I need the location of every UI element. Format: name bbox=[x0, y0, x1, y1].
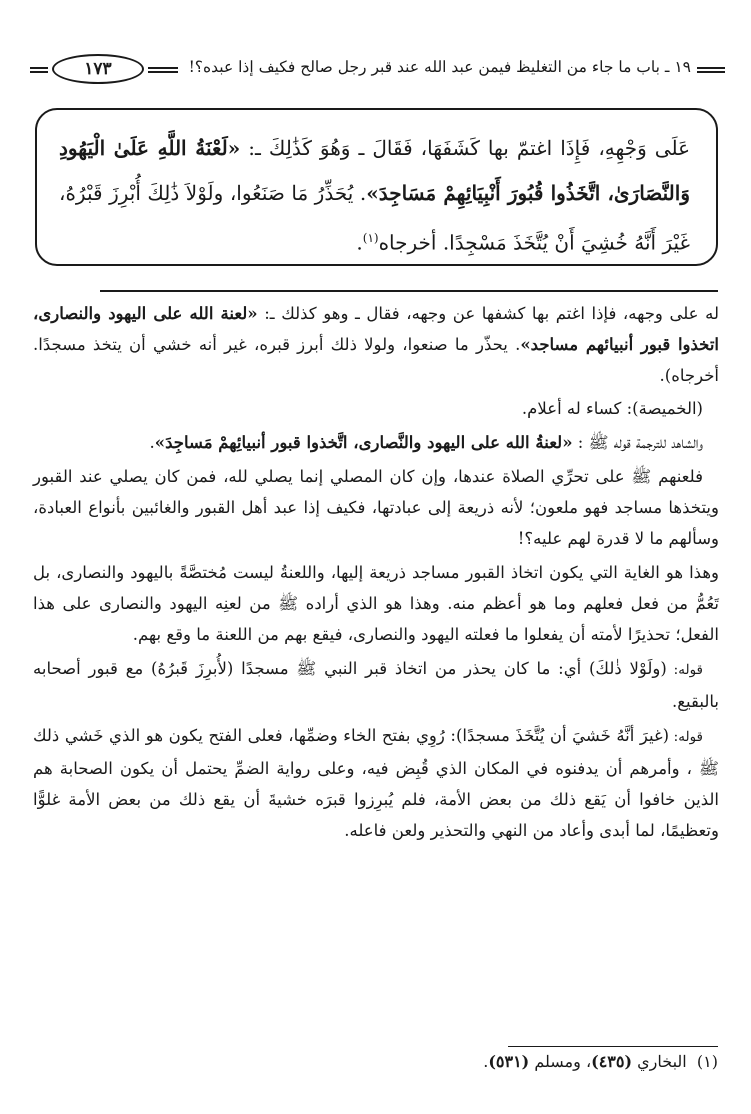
commentary-p6-label: قوله: bbox=[666, 662, 703, 678]
footnote-text-b: ، ومسلم bbox=[529, 1052, 592, 1071]
hadith-text-end: . bbox=[356, 230, 363, 255]
commentary-p1-text-a: له على وجهه، فإذا اغتم بها كشفها عن وجهه، فقال ـ وهو كذلك ـ: bbox=[257, 304, 719, 323]
commentary-p3-text-b: . bbox=[149, 433, 155, 452]
header-rule-right bbox=[697, 67, 725, 73]
commentary-text bbox=[33, 298, 719, 848]
commentary-paragraph-5: وهذا هو الغاية التي يكون اتخاذ القبور مساجد ذريعة إليها، واللعنةُ ليست مُختصَّةً باليهود والنصارى، بل تَعُمُّ من فعل فعلهم وما هو أعظم منه. وهذا هو الذي أراده ﷺ من لعنِه اليهود والنصارى على هذا الفعل؛ تحذيرًا لأمته أن يفعلوا ما فعلته اليهود والنصارى، فيقع بهم من اللعنة ما وقع بهم. bbox=[33, 563, 719, 644]
commentary-paragraph-1 bbox=[33, 298, 719, 391]
commentary-paragraph-2: (الخميصة): كساء له أعلام. bbox=[521, 399, 703, 418]
commentary-p7-label: قوله: bbox=[669, 729, 703, 745]
header-rule-middle bbox=[148, 67, 178, 73]
commentary-p1-bold: «لعنة الله على اليهود والنصارى، اتخذوا قبور أنبيائهم مساجد» bbox=[33, 304, 720, 354]
footnote-ref-muslim: (٥٣١) bbox=[488, 1052, 530, 1071]
chapter-title: ١٩ ـ باب ما جاء من التغليظ فيمن عبد الله عند قبر رجل صالح فكيف إذا عبده؟! bbox=[188, 58, 691, 76]
commentary-paragraph-6 bbox=[33, 653, 719, 717]
commentary-p1-text-b: . يحذّر ما صنعوا، ولولا ذلك أبرز قبره، غير أنه خشي أن يتخذ مسجدًا. أخرجاه). bbox=[33, 335, 719, 385]
footnote-ref-bukhari: (٤٣٥) bbox=[591, 1052, 633, 1071]
hadith-text-bold: «لَعْنَةُ اللَّهِ عَلَىٰ الْيَهُودِ وَالنَّصَارَىٰ، اتَّخَذُوا قُبُورَ أَنْبِيَائِهِمْ مَسَاجِدَ» bbox=[59, 136, 690, 205]
header-rule-left bbox=[30, 67, 48, 73]
commentary-p6-text: (ولَوْلا ذٰلكَ) أي: ما كان يحذر من اتخاذ قبر النبي ﷺ مسجدًا (لأُبرِزَ قَبرُهُ) مع قبور أصحابه بالبقيع. bbox=[33, 659, 719, 711]
commentary-paragraph-7 bbox=[33, 720, 719, 846]
footnote-rule bbox=[508, 1046, 718, 1047]
hadith-text-box bbox=[35, 108, 718, 266]
page-header bbox=[30, 50, 725, 90]
hadith-text-part3: . يُحَذِّرُ مَا صَنَعُوا، ولَوْلاَ ذَٰلِكَ أُبْرِزَ قَبْرُهُ، غَيْرَ أَنَّهُ خُشِيَ أَنْ يُتَّخَذَ مَسْجِدًا. أخرجاه bbox=[59, 181, 690, 255]
footnote bbox=[483, 1052, 718, 1071]
hadith-text-part1: عَلَى وَجْهِهِ، فَإِذَا اغتمّ بها كَشَفَهَا، فَقَالَ ـ وَهُوَ كَذَٰلِكَ ـ: bbox=[240, 136, 690, 160]
footnote-text-a: البخاري bbox=[632, 1052, 687, 1071]
footnote-end: . bbox=[483, 1052, 489, 1071]
commentary-p3-text-a: والشاهد للترجمة قوله ﷺ : bbox=[572, 433, 703, 452]
commentary-p7-text: (غيرَ أنَّهُ خَشيَ أن يُتَّخَذَ مسجدًا): رُوِي بفتح الخاء وضمِّها، فعلى الفتح يكون هو الذي خَشي ذلك ﷺ ، وأمرهم أن يدفنوه في المكان الذي قُبِض فيه، وعلى رواية الضمِّ يحتمل أن يكون الصحابة هم الذين خافوا أن يَقع ذلك من بعض الأمة، فلم يُبرِزوا قبرَه خشيةَ أن يقع ذلك من بعض الأمة غلوًّا وتعظيمًا، لما أبدى وأعاد من النهي والتحذير ولعن فاعله. bbox=[33, 726, 719, 840]
section-divider bbox=[100, 290, 718, 292]
footnote-marker: (١) bbox=[362, 231, 379, 245]
commentary-paragraph-3 bbox=[33, 427, 719, 458]
page-number: ١٧٣ bbox=[52, 54, 144, 84]
commentary-paragraph-4: فلعنهم ﷺ على تحرِّي الصلاة عندها، وإن كان المصلي إنما يصلي لله، فمن كان يصلي عند القبور ويتخذها مساجد فهو ملعون؛ لأنه ذريعة إلى عبادتها، فكيف إذا عبد أهل القبور والغائبين بأنواع العبادة، وسألهم ما لا قدرة لهم عليه؟! bbox=[33, 467, 719, 548]
footnote-number: (١) bbox=[696, 1052, 718, 1071]
commentary-p3-bold: «لعنةُ الله على اليهود والنَّصارى، اتَّخذوا قبور أنبيائِهمْ مَساجِدَ» bbox=[154, 433, 573, 452]
